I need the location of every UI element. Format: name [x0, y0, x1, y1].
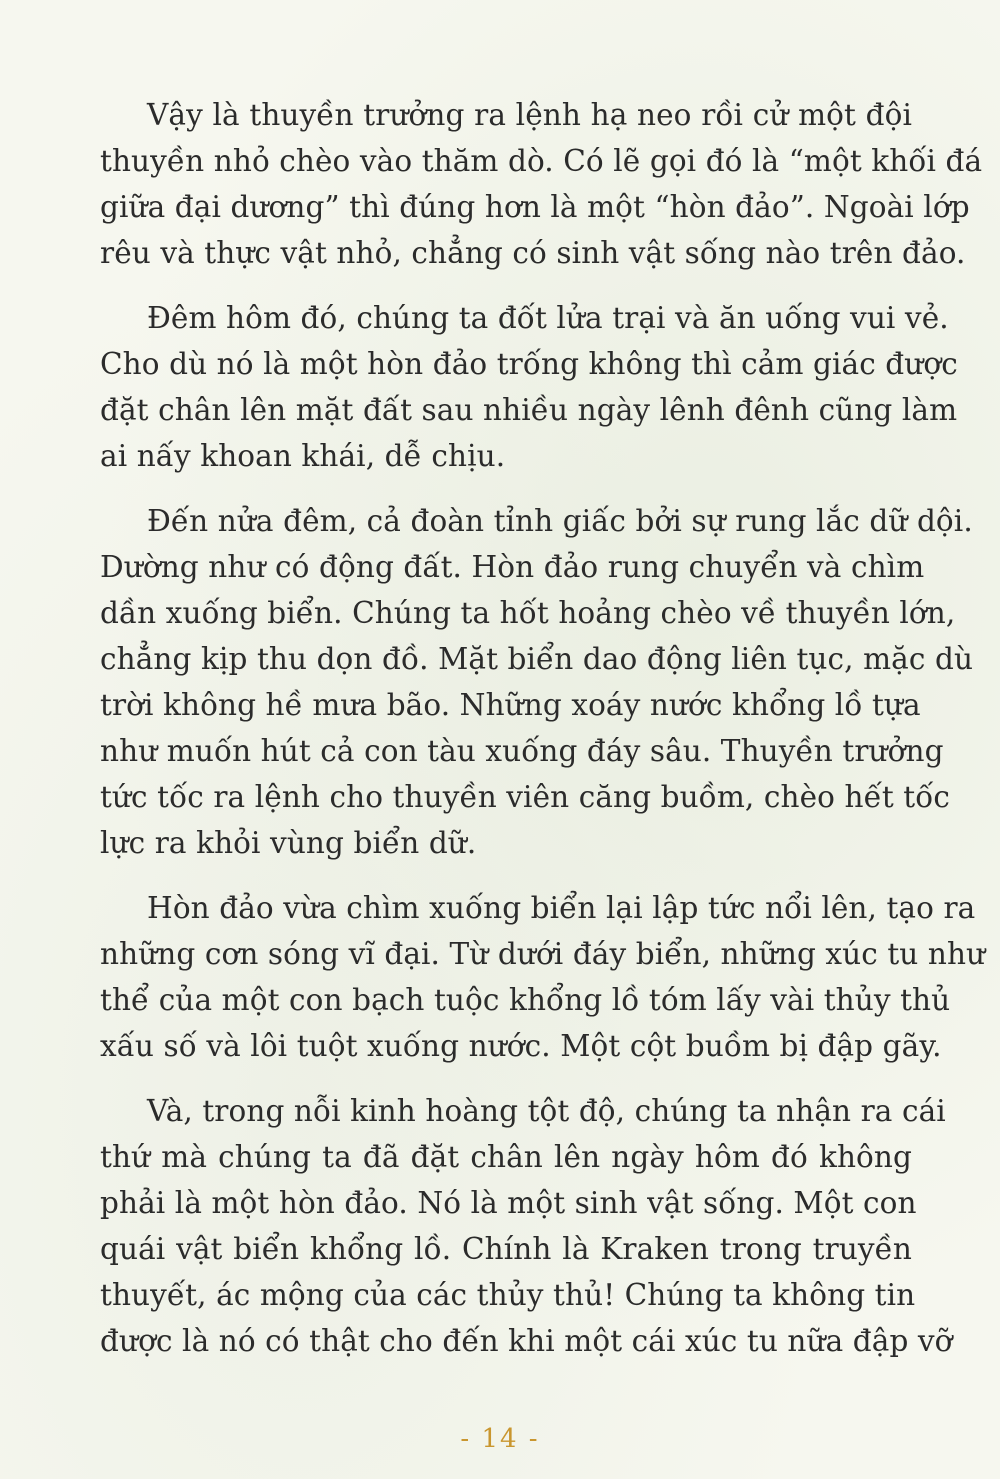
text-line: ai nấy khoan khái, dễ chịu. [100, 439, 506, 473]
text-line: thứ mà chúng ta đã đặt chân lên ngày hôm đó không [100, 1140, 912, 1174]
text-line: được là nó có thật cho đến khi một cái xúc tu nữa đập vỡ [100, 1324, 953, 1358]
text-line: như muốn hút cả con tàu xuống đáy sâu. Thuyền trưởng [100, 734, 944, 768]
text-line: quái vật biển khổng lồ. Chính là Kraken trong truyền [100, 1232, 912, 1266]
paragraph-5 [100, 1088, 953, 1364]
text-line: đặt chân lên mặt đất sau nhiều ngày lênh đênh cũng làm [100, 393, 958, 427]
text-line: thuyết, ác mộng của các thủy thủ! Chúng ta không tin [100, 1278, 916, 1312]
text-line: chẳng kịp thu dọn đồ. Mặt biển dao động liên tục, mặc dù [100, 642, 974, 676]
text-line: Hòn đảo vừa chìm xuống biển lại lập tức nổi lên, tạo ra [147, 891, 976, 925]
paragraph-4 [100, 885, 986, 1069]
text-line: tức tốc ra lệnh cho thuyền viên căng buồm, chèo hết tốc [100, 780, 950, 814]
paragraph-2 [100, 295, 958, 479]
text-line: thể của một con bạch tuộc khổng lồ tóm lấy vài thủy thủ [100, 983, 951, 1017]
body-text [100, 92, 986, 1383]
text-line: những cơn sóng vĩ đại. Từ dưới đáy biển, những xúc tu như [100, 937, 986, 971]
text-line: Và, trong nỗi kinh hoàng tột độ, chúng ta nhận ra cái [147, 1094, 946, 1128]
text-line: phải là một hòn đảo. Nó là một sinh vật sống. Một con [100, 1186, 917, 1220]
text-line: trời không hề mưa bão. Những xoáy nước khổng lồ tựa [100, 688, 921, 722]
text-line: Dường như có động đất. Hòn đảo rung chuyển và chìm [100, 550, 925, 584]
page-number: - 14 - [460, 1424, 540, 1454]
text-line: dần xuống biển. Chúng ta hốt hoảng chèo về thuyền lớn, [100, 596, 956, 630]
text-line: rêu và thực vật nhỏ, chẳng có sinh vật sống nào trên đảo. [100, 236, 966, 270]
text-line: Đến nửa đêm, cả đoàn tỉnh giấc bởi sự rung lắc dữ dội. [147, 504, 973, 538]
text-line: xấu số và lôi tuột xuống nước. Một cột buồm bị đập gãy. [100, 1029, 942, 1063]
text-line: Cho dù nó là một hòn đảo trống không thì cảm giác được [100, 347, 958, 381]
text-line: Vậy là thuyền trưởng ra lệnh hạ neo rồi cử một đội [147, 98, 912, 132]
paragraph-1 [100, 92, 983, 276]
text-line: lực ra khỏi vùng biển dữ. [100, 826, 477, 860]
text-line: giữa đại dương” thì đúng hơn là một “hòn đảo”. Ngoài lớp [100, 190, 970, 224]
paragraph-3 [100, 498, 974, 866]
text-line: Đêm hôm đó, chúng ta đốt lửa trại và ăn uống vui vẻ. [147, 301, 949, 335]
text-line: thuyền nhỏ chèo vào thăm dò. Có lẽ gọi đó là “một khối đá [100, 144, 983, 178]
